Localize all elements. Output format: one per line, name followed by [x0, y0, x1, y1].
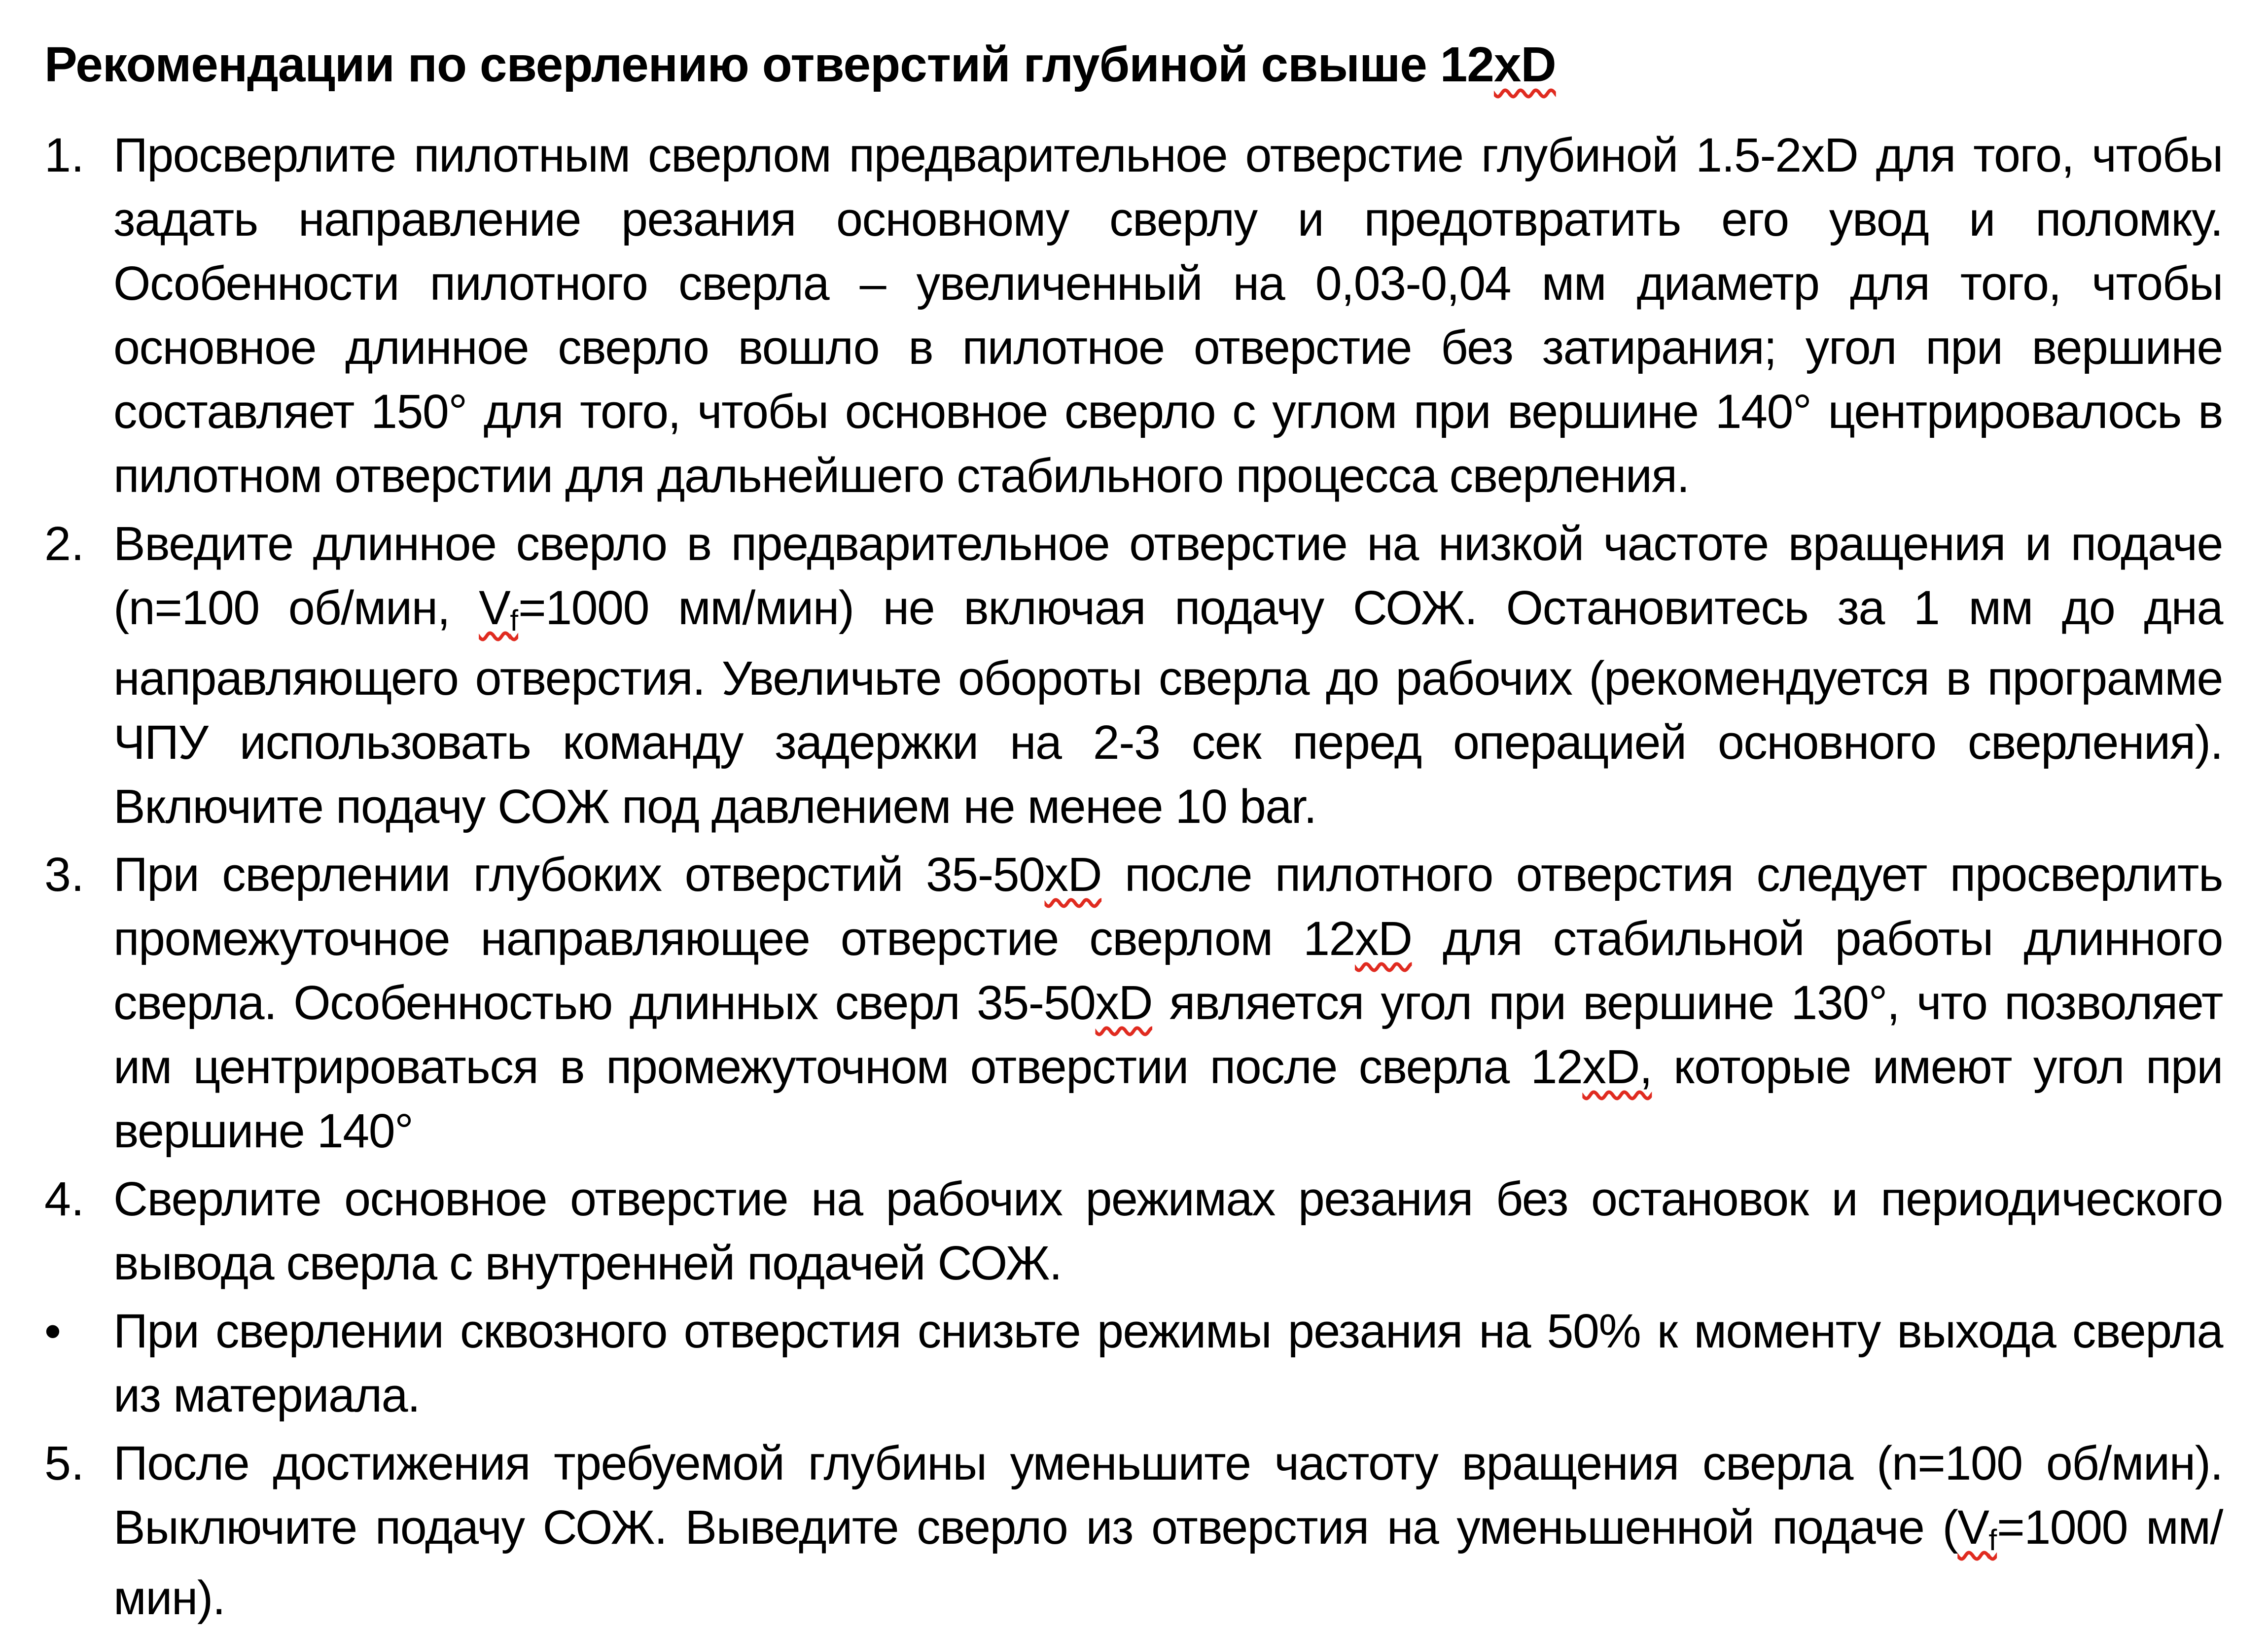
- list-item-marker: 2.: [44, 517, 84, 570]
- document-title: Рекомендации по сверлению отверстий глубиной свыше 12xD: [44, 37, 1556, 92]
- list-item-text: При сверлении сквозного отверстия снизьте режимы резания на 50% к моменту выхода сверла из материала.: [113, 1304, 2223, 1422]
- list-item-text: При сверлении глубоких отверстий 35-50xD после пилотного отверстия следует просверлить промежуточное направляющее отверстие сверлом 12xD для стабильной работы длинного сверла. Особенностью длинных сверл 35-50xD является угол при вершине 130°, что позволяет им центрироваться в промежуточном отверстии после сверла 12xD, которые имеют угол при вершине 140°: [113, 848, 2223, 1158]
- list-item-marker: 1.: [44, 128, 84, 182]
- list-item-text: После достижения требуемой глубины уменьшите частоту вращения сверла (n=100 об/мин). Выключите подачу СОЖ. Выведите сверло из отверстия на уменьшенной подаче (Vf=1000 мм/мин).: [113, 1436, 2223, 1625]
- list-item-marker: 4.: [44, 1172, 84, 1226]
- recommendations-list: [44, 123, 2223, 1630]
- list-item-text: Введите длинное сверло в предварительное отверстие на низкой частоте вращения и подаче (n=100 об/мин, Vf=1000 мм/мин) не включая подачу СОЖ. Остановитесь за 1 мм до дна направляющего отверстия. Увеличьте обороты сверла до рабочих (рекомендуется в программе ЧПУ использовать команду задержки на 2-3 сек перед операцией основного сверления). Включите подачу СОЖ под давлением не менее 10 bar.: [113, 517, 2223, 833]
- list-item: [44, 1431, 2223, 1630]
- list-item: [44, 1299, 2223, 1427]
- bullet-marker: •: [44, 1304, 61, 1358]
- list-item-marker: 5.: [44, 1436, 84, 1490]
- list-item: [44, 512, 2223, 839]
- list-item-marker: 3.: [44, 848, 84, 901]
- list-item: [44, 1167, 2223, 1295]
- list-item: [44, 843, 2223, 1163]
- list-item: [44, 123, 2223, 508]
- list-item-text: Сверлите основное отверстие на рабочих режимах резания без остановок и периодического вывода сверла с внутренней подачей СОЖ.: [113, 1172, 2223, 1290]
- list-item-text: Просверлите пилотным сверлом предварительное отверстие глубиной 1.5-2xD для того, чтобы задать направление резания основному сверлу и предотвратить его увод и поломку. Особенности пилотного сверла – увеличенный на 0,03-0,04 мм диаметр для того, чтобы основное длинное сверло вошло в пилотное отверстие без затирания; угол при вершине составляет 150° для того, чтобы основное сверло с углом при вершине 140° центрировалось в пилотном отверстии для дальнейшего стабильного процесса сверления.: [113, 128, 2223, 502]
